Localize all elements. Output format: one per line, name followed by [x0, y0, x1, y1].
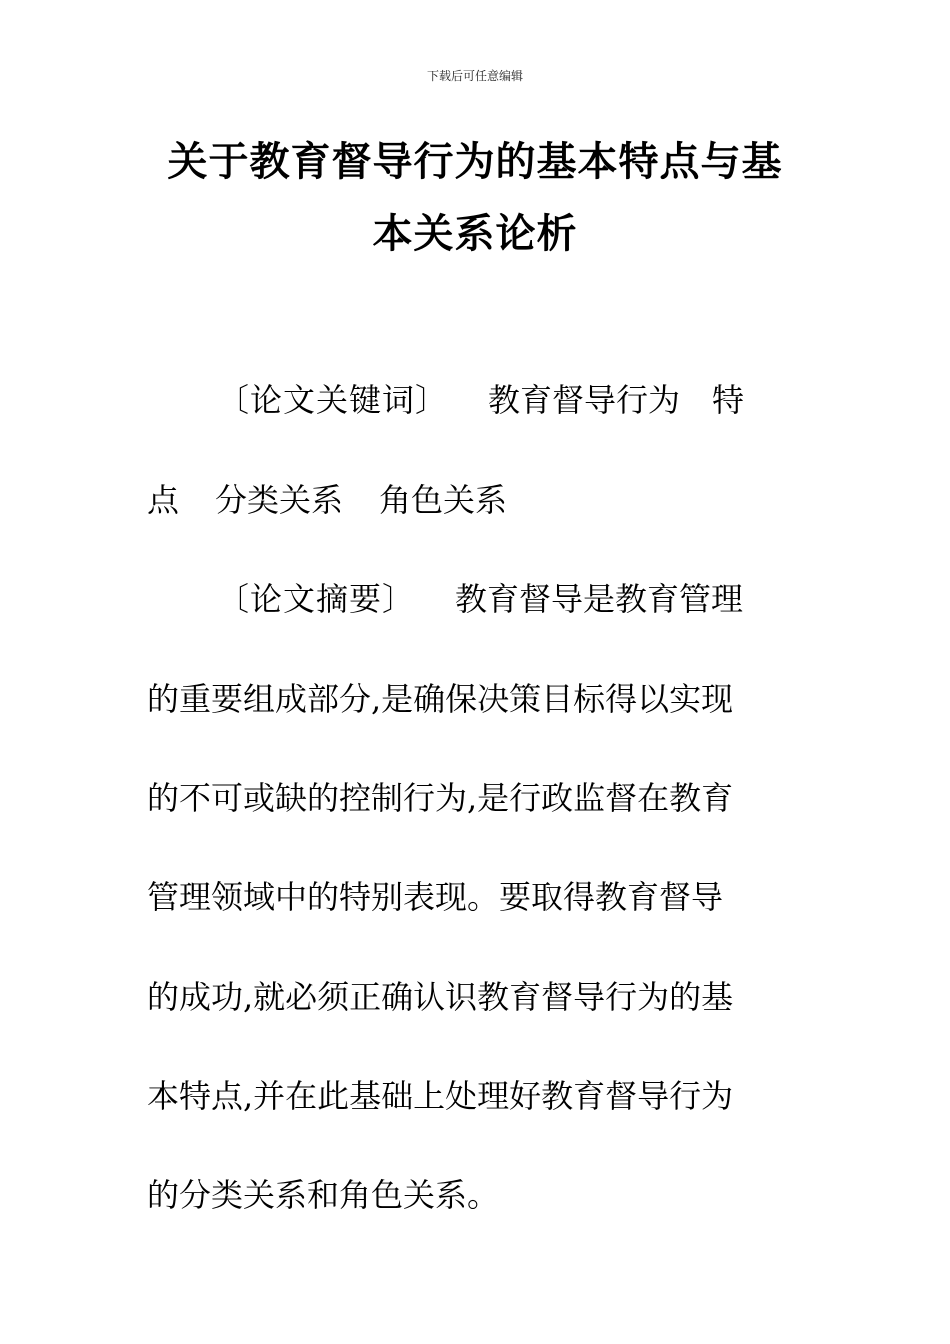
keywords-text-1: 教育督导行为 特 [488, 381, 745, 419]
header-note: 下载后可任意编辑 [426, 69, 523, 83]
document-title [145, 126, 805, 270]
abstract-line: 的分类关系和角色关系。 [147, 1176, 500, 1214]
title-line-2: 本关系论析 [372, 211, 578, 257]
keyword-item: 角色关系 [379, 481, 508, 519]
abstract-text-1: 教育督导是教育管理 [455, 580, 744, 618]
abstract-line: 的成功,就必须正确认识教育督导行为的基 [147, 978, 734, 1016]
abstract-line-1 [147, 574, 799, 624]
abstract-label: 〔论文摘要〕 [217, 580, 416, 618]
keywords-label: 〔论文关键词〕 [217, 381, 449, 419]
keywords-line-1 [147, 375, 799, 425]
abstract-line: 本特点,并在此基础上处理好教育督导行为 [147, 1077, 734, 1115]
abstract-line: 的不可或缺的控制行为,是行政监督在教育 [147, 779, 734, 817]
keyword-item: 点 [147, 481, 180, 519]
keywords-line-2 [147, 475, 799, 525]
title-line-1: 关于教育督导行为的基本特点与基 [167, 139, 783, 185]
abstract-line: 管理领域中的特别表现。要取得教育督导 [147, 878, 724, 916]
keyword-item: 分类关系 [215, 481, 344, 519]
abstract-line: 的重要组成部分,是确保决策目标得以实现 [147, 680, 734, 718]
